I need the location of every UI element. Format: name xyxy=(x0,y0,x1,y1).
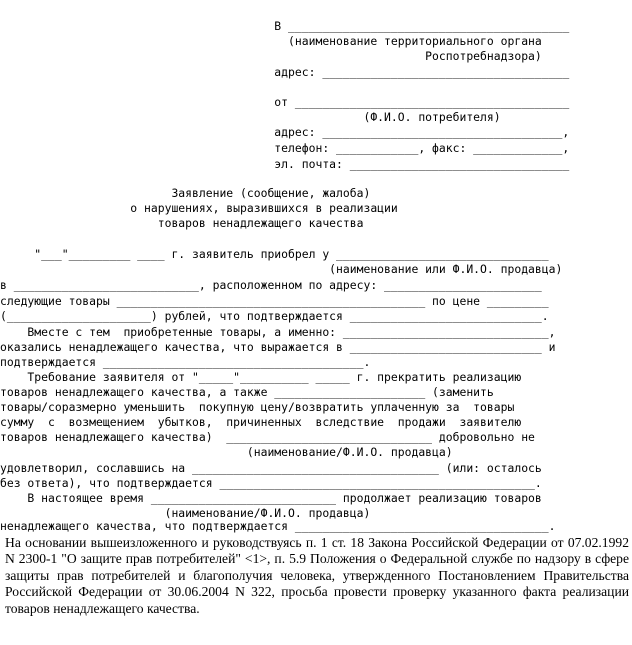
body-line: Требование заявителя от "_____"__________ _____ г. прекратить реализацию xyxy=(0,370,522,384)
header-line: эл. почта: ________________________________ xyxy=(0,157,570,171)
body-line: сумму с возмещением убытков, причиненных вследствие продажи заявителю xyxy=(0,415,522,429)
title-line: Заявление (сообщение, жалоба) xyxy=(0,186,371,200)
body-line: товаров ненадлежащего качества) ______________________________ добровольно не xyxy=(0,430,535,444)
body-line: "___"_________ ____ г. заявитель приобрел у _______________________________ xyxy=(0,247,549,261)
body-line: ненадлежащего качества, что подтверждается _____________________________________. xyxy=(0,519,556,533)
body-line: следующие товары _____________________________________________ по цене _________ xyxy=(0,294,549,308)
body-line: товаров ненадлежащего качества, а также ______________________ (заменить xyxy=(0,385,494,399)
body-line: оказались ненадлежащего качества, что выражается в ____________________________ и xyxy=(0,340,556,354)
header-line: (Ф.И.О. потребителя) xyxy=(0,110,501,124)
body-line: без ответа), что подтверждается ______________________________________________. xyxy=(0,476,542,490)
body-line: (наименование/Ф.И.О. продавца) xyxy=(0,445,453,459)
header-line: (наименование территориального органа xyxy=(0,34,542,48)
body-line: (_____________________) рублей, что подтверждается ____________________________. xyxy=(0,309,549,323)
header-line: от ________________________________________ xyxy=(0,95,570,109)
body-line: подтверждается ______________________________________. xyxy=(0,355,371,369)
title-line: о нарушениях, выразившихся в реализации xyxy=(0,201,398,215)
body-line: удовлетворил, сославшись на ____________________________________ (или: осталось xyxy=(0,461,542,475)
body-line: (наименование или Ф.И.О. продавца) xyxy=(0,262,563,276)
body-line: в ___________________________, расположенном по адресу: _______________________ xyxy=(0,278,542,292)
header-line: телефон: ____________, факс: _____________, xyxy=(0,141,570,155)
header-line: адрес: ____________________________________ xyxy=(0,65,570,79)
title-line: товаров ненадлежащего качества xyxy=(0,216,364,230)
body-line: (наименование/Ф.И.О. продавца) xyxy=(0,506,371,520)
header-line: В _________________________________________ xyxy=(0,19,570,33)
header-line: Роспотребнадзора) xyxy=(0,49,542,63)
closing-paragraph: На основании вышеизложенного и руководствуясь п. 1 ст. 18 Закона Российской Федерации от 07.02.1992 N 2300-1 "О защите прав потребителей" <1>, п. 5.9 Положения о Федеральной службе по надзору в сфере защиты прав потребителей и благополучия человека, утвержденного Постановлением Правительства Российской Федерации от 30.06.2004 N 322, просьба провести проверку указанного факта реализации товаров ненадлежащего качества. xyxy=(5,535,629,616)
body-line: В настоящее время ___________________________ продолжает реализацию товаров xyxy=(0,491,542,505)
body-line: Вместе с тем приобретенные товары, а именно: ______________________________, xyxy=(0,325,556,339)
body-line: товары/соразмерно уменьшить покупную цену/возвратить уплаченную за товары xyxy=(0,400,515,414)
header-line: адрес: ___________________________________, xyxy=(0,125,570,139)
